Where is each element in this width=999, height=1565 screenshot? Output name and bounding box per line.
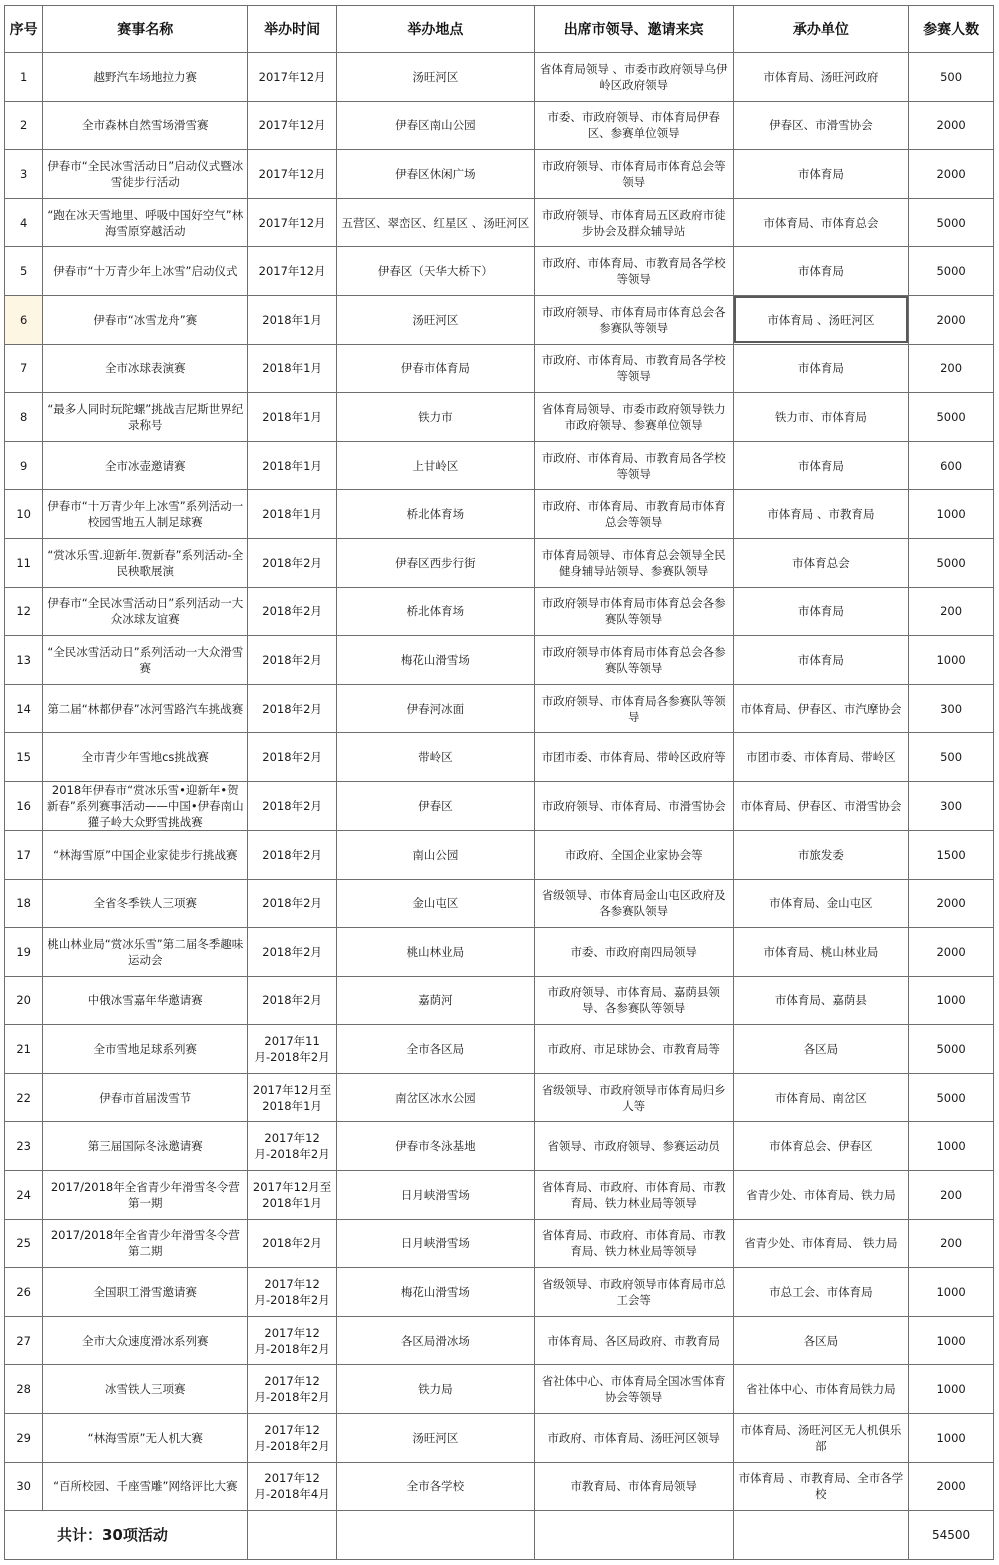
organizer-cell[interactable]: 各区局: [733, 1316, 909, 1365]
event-time-cell[interactable]: 2017年12月-2018年2月: [248, 1268, 337, 1317]
organizer-cell[interactable]: 市体育局、南岔区: [733, 1073, 909, 1122]
venue-cell[interactable]: 南岔区冰水公园: [337, 1073, 535, 1122]
table-row: [5, 1025, 994, 1074]
event-name-cell[interactable]: 2017/2018年全省青少年滑雪冬令营第一期: [43, 1171, 248, 1220]
event-name-cell[interactable]: “最多人同时玩陀螺”挑战吉尼斯世界纪录称号: [43, 393, 248, 442]
participants-cell[interactable]: 300: [909, 781, 994, 830]
participants-cell[interactable]: 5000: [909, 393, 994, 442]
participants-cell[interactable]: 1000: [909, 976, 994, 1025]
participants-cell[interactable]: 200: [909, 1219, 994, 1268]
venue-cell[interactable]: 日月峡滑雪场: [337, 1219, 535, 1268]
event-time-cell[interactable]: 2018年1月: [248, 490, 337, 539]
table-row: [5, 101, 994, 150]
event-time-cell[interactable]: 2018年2月: [248, 879, 337, 928]
event-time-cell[interactable]: 2017年12月-2018年2月: [248, 1122, 337, 1171]
total-empty-cell[interactable]: [337, 1511, 535, 1560]
event-time-cell[interactable]: 2018年1月: [248, 344, 337, 393]
event-name-cell[interactable]: 全市青少年雪地cs挑战赛: [43, 733, 248, 782]
participants-cell[interactable]: 1000: [909, 1414, 994, 1463]
participants-cell[interactable]: 2000: [909, 295, 994, 344]
organizer-cell[interactable]: 市体育局: [733, 587, 909, 636]
participants-cell[interactable]: 1000: [909, 1316, 994, 1365]
row-index[interactable]: 17: [5, 830, 43, 879]
participants-cell[interactable]: 500: [909, 53, 994, 102]
guests-cell[interactable]: 市政府领导、市体育局各参赛队等领导: [534, 684, 733, 733]
organizer-cell[interactable]: 伊春区、市滑雪协会: [733, 101, 909, 150]
event-time-cell[interactable]: 2017年12月: [248, 198, 337, 247]
event-time-cell[interactable]: 2018年1月: [248, 393, 337, 442]
organizer-cell[interactable]: 市体育局、嘉荫县: [733, 976, 909, 1025]
guests-cell[interactable]: 市政府、市体育局、市教育局市体育总会等领导: [534, 490, 733, 539]
organizer-cell[interactable]: 省社体中心、市体育局铁力局: [733, 1365, 909, 1414]
participants-cell[interactable]: 1000: [909, 636, 994, 685]
event-time-cell[interactable]: 2017年12月-2018年4月: [248, 1462, 337, 1511]
organizer-cell[interactable]: 市体育局、金山屯区: [733, 879, 909, 928]
table-row: [5, 490, 994, 539]
table-row: [5, 538, 994, 587]
guests-cell[interactable]: 市政府领导、市体育局、市滑雪协会: [534, 781, 733, 830]
participants-cell[interactable]: 2000: [909, 928, 994, 977]
participants-cell[interactable]: 300: [909, 684, 994, 733]
table-row: [5, 53, 994, 102]
guests-cell[interactable]: 省体育局、市政府、市体育局、市教育局、铁力林业局等领导: [534, 1219, 733, 1268]
event-name-cell[interactable]: 伊春市“十万青少年上冰雪”启动仪式: [43, 247, 248, 296]
header-event-name[interactable]: 赛事名称: [43, 6, 248, 53]
event-time-cell[interactable]: 2018年2月: [248, 636, 337, 685]
table-row: [5, 150, 994, 199]
participants-cell[interactable]: 200: [909, 344, 994, 393]
organizer-cell[interactable]: 省青少处、市体育局、 铁力局: [733, 1219, 909, 1268]
row-index[interactable]: 15: [5, 733, 43, 782]
organizer-cell[interactable]: 市体育总会、伊春区: [733, 1122, 909, 1171]
event-name-cell[interactable]: “全民冰雪活动日”系列活动一大众滑雪赛: [43, 636, 248, 685]
event-time-cell[interactable]: 2017年12月: [248, 53, 337, 102]
table-row: [5, 684, 994, 733]
event-time-cell[interactable]: 2017年12月-2018年2月: [248, 1365, 337, 1414]
guests-cell[interactable]: 市政府、市体育局、市教育局各学校等领导: [534, 441, 733, 490]
header-participants[interactable]: 参赛人数: [909, 6, 994, 53]
event-name-cell[interactable]: 全市冰球表演赛: [43, 344, 248, 393]
row-index[interactable]: 9: [5, 441, 43, 490]
event-time-cell[interactable]: 2018年2月: [248, 830, 337, 879]
organizer-cell[interactable]: 市体育局: [733, 344, 909, 393]
guests-cell[interactable]: 市政府领导、市体育局五区政府市徒步协会及群众辅导站: [534, 198, 733, 247]
row-index[interactable]: 7: [5, 344, 43, 393]
organizer-cell[interactable]: 市体育局 、市教育局、全市各学校: [733, 1462, 909, 1511]
organizer-cell[interactable]: 市总工会、市体育局: [733, 1268, 909, 1317]
organizer-cell[interactable]: 铁力市、市体育局: [733, 393, 909, 442]
row-index[interactable]: 19: [5, 928, 43, 977]
event-name-cell[interactable]: 全国职工滑雪邀请赛: [43, 1268, 248, 1317]
row-index[interactable]: 23: [5, 1122, 43, 1171]
organizer-cell[interactable]: 各区局: [733, 1025, 909, 1074]
event-name-cell[interactable]: 全市森林自然雪场滑雪赛: [43, 101, 248, 150]
venue-cell[interactable]: 上甘岭区: [337, 441, 535, 490]
guests-cell[interactable]: 省体育局、市政府、市体育局、市教育局、铁力林业局等领导: [534, 1171, 733, 1220]
event-time-cell[interactable]: 2017年12月至2018年1月: [248, 1171, 337, 1220]
venue-cell[interactable]: 汤旺河区: [337, 1414, 535, 1463]
participants-cell[interactable]: 2000: [909, 101, 994, 150]
organizer-cell[interactable]: 市体育总会: [733, 538, 909, 587]
guests-cell[interactable]: 市体育局、各区局政府、市教育局: [534, 1316, 733, 1365]
event-time-cell[interactable]: 2018年2月: [248, 684, 337, 733]
row-index[interactable]: 18: [5, 879, 43, 928]
guests-cell[interactable]: 市委、市政府南四局领导: [534, 928, 733, 977]
header-index[interactable]: 序号: [5, 6, 43, 53]
participants-cell[interactable]: 1500: [909, 830, 994, 879]
organizer-cell[interactable]: 市体育局: [733, 441, 909, 490]
event-name-cell[interactable]: 中俄冰雪嘉年华邀请赛: [43, 976, 248, 1025]
venue-cell[interactable]: 伊春区休闲广场: [337, 150, 535, 199]
table-row: [5, 587, 994, 636]
participants-cell[interactable]: 2000: [909, 1462, 994, 1511]
table-row: [5, 441, 994, 490]
row-index[interactable]: 30: [5, 1462, 43, 1511]
total-empty-cell[interactable]: [733, 1511, 909, 1560]
venue-cell[interactable]: 铁力市: [337, 393, 535, 442]
guests-cell[interactable]: 市政府领导、市体育局市体育总会各参赛队等领导: [534, 295, 733, 344]
organizer-cell[interactable]: 市体育局、汤旺河政府: [733, 53, 909, 102]
guests-cell[interactable]: 省体育局领导、市委市政府领导铁力市政府领导、参赛单位领导: [534, 393, 733, 442]
row-index[interactable]: 8: [5, 393, 43, 442]
venue-cell[interactable]: 嘉荫河: [337, 976, 535, 1025]
table-row: [5, 1462, 994, 1511]
guests-cell[interactable]: 市政府领导、市体育局市体育总会等领导: [534, 150, 733, 199]
organizer-cell[interactable]: 市体育局: [733, 150, 909, 199]
table-row: [5, 295, 994, 344]
participants-cell[interactable]: 2000: [909, 150, 994, 199]
event-time-cell[interactable]: 2017年11月-2018年2月: [248, 1025, 337, 1074]
event-time-cell[interactable]: 2018年2月: [248, 587, 337, 636]
guests-cell[interactable]: 市政府、全国企业家协会等: [534, 830, 733, 879]
participants-cell[interactable]: 1000: [909, 1365, 994, 1414]
guests-cell[interactable]: 省级领导、市政府领导市体育局市总工会等: [534, 1268, 733, 1317]
venue-cell[interactable]: 伊春区南山公园: [337, 101, 535, 150]
event-name-cell[interactable]: 2018年伊春市“赏冰乐雪•迎新年•贺新春”系列赛事活动——中国•伊春南山獾子岭大众野雪挑战赛: [43, 781, 248, 830]
organizer-cell[interactable]: 市体育局、市体育总会: [733, 198, 909, 247]
participants-cell[interactable]: 5000: [909, 1073, 994, 1122]
organizer-cell[interactable]: 市体育局: [733, 247, 909, 296]
guests-cell[interactable]: 市政府、市体育局、市教育局各学校等领导: [534, 344, 733, 393]
row-index[interactable]: 25: [5, 1219, 43, 1268]
row-index[interactable]: 14: [5, 684, 43, 733]
row-index[interactable]: 5: [5, 247, 43, 296]
guests-cell[interactable]: 市团市委、市体育局、带岭区政府等: [534, 733, 733, 782]
table-row: [5, 1414, 994, 1463]
participants-cell[interactable]: 500: [909, 733, 994, 782]
venue-cell[interactable]: 伊春市体育局: [337, 344, 535, 393]
event-time-cell[interactable]: 2018年2月: [248, 781, 337, 830]
row-index[interactable]: 20: [5, 976, 43, 1025]
guests-cell[interactable]: 市委、市政府领导、市体育局伊春区、参赛单位领导: [534, 101, 733, 150]
total-label[interactable]: 共计：30项活动: [5, 1511, 248, 1560]
table-row: [5, 1171, 994, 1220]
guests-cell[interactable]: 市政府领导、市体育局、嘉荫县领导、各参赛队等领导: [534, 976, 733, 1025]
organizer-cell[interactable]: 市体育局 、市教育局: [733, 490, 909, 539]
organizer-cell[interactable]: 市体育局、汤旺河区无人机俱乐部: [733, 1414, 909, 1463]
table-row: [5, 636, 994, 685]
venue-cell[interactable]: 汤旺河区: [337, 295, 535, 344]
row-index[interactable]: 26: [5, 1268, 43, 1317]
guests-cell[interactable]: 市政府领导市体育局市体育总会各参赛队等领导: [534, 636, 733, 685]
guests-cell[interactable]: 市政府、市体育局、汤旺河区领导: [534, 1414, 733, 1463]
event-time-cell[interactable]: 2018年1月: [248, 295, 337, 344]
table-row: [5, 247, 994, 296]
event-name-cell[interactable]: 第二届“林都伊春”冰河雪路汽车挑战赛: [43, 684, 248, 733]
table-row: [5, 781, 994, 830]
event-name-cell[interactable]: 全省冬季铁人三项赛: [43, 879, 248, 928]
total-row: [5, 1511, 994, 1560]
row-index[interactable]: 29: [5, 1414, 43, 1463]
venue-cell[interactable]: 桥北体育场: [337, 587, 535, 636]
table-row: [5, 830, 994, 879]
total-participants[interactable]: 54500: [909, 1511, 994, 1560]
event-name-cell[interactable]: 全市雪地足球系列赛: [43, 1025, 248, 1074]
organizer-cell[interactable]: 市团市委、市体育局、带岭区: [733, 733, 909, 782]
table-row: [5, 879, 994, 928]
organizer-cell[interactable]: 市体育局: [733, 636, 909, 685]
participants-cell[interactable]: 2000: [909, 879, 994, 928]
venue-cell[interactable]: 南山公园: [337, 830, 535, 879]
table-row: [5, 198, 994, 247]
table-row: [5, 733, 994, 782]
venue-cell[interactable]: 全市各学校: [337, 1462, 535, 1511]
row-index[interactable]: 12: [5, 587, 43, 636]
guests-cell[interactable]: 省级领导、市体育局金山屯区政府及各参赛队领导: [534, 879, 733, 928]
event-time-cell[interactable]: 2018年2月: [248, 976, 337, 1025]
venue-cell[interactable]: 铁力局: [337, 1365, 535, 1414]
row-index[interactable]: 28: [5, 1365, 43, 1414]
event-time-cell[interactable]: 2017年12月-2018年2月: [248, 1316, 337, 1365]
event-time-cell[interactable]: 2018年1月: [248, 441, 337, 490]
guests-cell[interactable]: 市政府、市足球协会、市教育局等: [534, 1025, 733, 1074]
venue-cell[interactable]: 日月峡滑雪场: [337, 1171, 535, 1220]
guests-cell[interactable]: 省领导、市政府领导、参赛运动员: [534, 1122, 733, 1171]
header-venue[interactable]: 举办地点: [337, 6, 535, 53]
row-index[interactable]: 1: [5, 53, 43, 102]
participants-cell[interactable]: 1000: [909, 1122, 994, 1171]
organizer-cell[interactable]: 市体育局、桃山林业局: [733, 928, 909, 977]
venue-cell[interactable]: 各区局滑冰场: [337, 1316, 535, 1365]
row-index[interactable]: 22: [5, 1073, 43, 1122]
table-row: [5, 344, 994, 393]
venue-cell[interactable]: 伊春区（天华大桥下）: [337, 247, 535, 296]
organizer-cell[interactable]: 省青少处、市体育局、铁力局: [733, 1171, 909, 1220]
event-time-cell[interactable]: 2017年12月: [248, 247, 337, 296]
event-time-cell[interactable]: 2018年2月: [248, 1219, 337, 1268]
event-name-cell[interactable]: 越野汽车场地拉力赛: [43, 53, 248, 102]
venue-cell[interactable]: 伊春市冬泳基地: [337, 1122, 535, 1171]
table-row: [5, 1268, 994, 1317]
event-name-cell[interactable]: “跑在冰天雪地里、呼吸中国好空气”林海雪原穿越活动: [43, 198, 248, 247]
organizer-cell[interactable]: 市体育局、伊春区、市汽摩协会: [733, 684, 909, 733]
organizer-cell[interactable]: 市旅发委: [733, 830, 909, 879]
event-name-cell[interactable]: 冰雪铁人三项赛: [43, 1365, 248, 1414]
table-row: [5, 928, 994, 977]
row-index[interactable]: 4: [5, 198, 43, 247]
row-index[interactable]: 10: [5, 490, 43, 539]
event-time-cell[interactable]: 2017年12月至2018年1月: [248, 1073, 337, 1122]
row-index[interactable]: 21: [5, 1025, 43, 1074]
guests-cell[interactable]: 市教育局、市体育局领导: [534, 1462, 733, 1511]
guests-cell[interactable]: 市体育局领导、市体育总会领导全民健身辅导站领导、参赛队领导: [534, 538, 733, 587]
event-name-cell[interactable]: 全市冰壶邀请赛: [43, 441, 248, 490]
header-organizer[interactable]: 承办单位: [733, 6, 909, 53]
event-name-cell[interactable]: 伊春市“十万青少年上冰雪”系列活动一校园雪地五人制足球赛: [43, 490, 248, 539]
venue-cell[interactable]: 伊春河冰面: [337, 684, 535, 733]
venue-cell[interactable]: 金山屯区: [337, 879, 535, 928]
row-index[interactable]: 3: [5, 150, 43, 199]
event-name-cell[interactable]: “林海雪原”中国企业家徒步行挑战赛: [43, 830, 248, 879]
event-time-cell[interactable]: 2017年12月: [248, 150, 337, 199]
table-row: [5, 393, 994, 442]
participants-cell[interactable]: 1000: [909, 1268, 994, 1317]
participants-cell[interactable]: 5000: [909, 538, 994, 587]
event-name-cell[interactable]: 伊春市“冰雪龙舟”赛: [43, 295, 248, 344]
events-table: [4, 5, 994, 1560]
total-empty-cell[interactable]: [248, 1511, 337, 1560]
event-name-cell[interactable]: 伊春市“全民冰雪活动日”系列活动一大众冰球友谊赛: [43, 587, 248, 636]
row-index[interactable]: 13: [5, 636, 43, 685]
row-index[interactable]: 11: [5, 538, 43, 587]
event-name-cell[interactable]: “林海雪原”无人机大赛: [43, 1414, 248, 1463]
event-name-cell[interactable]: “百所校园、千座雪雕”网络评比大赛: [43, 1462, 248, 1511]
table-row: [5, 976, 994, 1025]
row-index[interactable]: 16: [5, 781, 43, 830]
venue-cell[interactable]: 伊春区: [337, 781, 535, 830]
event-name-cell[interactable]: 全市大众速度滑冰系列赛: [43, 1316, 248, 1365]
venue-cell[interactable]: 桥北体育场: [337, 490, 535, 539]
event-time-cell[interactable]: 2018年2月: [248, 538, 337, 587]
venue-cell[interactable]: 伊春区西步行街: [337, 538, 535, 587]
header-row: [5, 6, 994, 53]
guests-cell[interactable]: 市政府、市体育局、市教育局各学校等领导: [534, 247, 733, 296]
venue-cell[interactable]: 带岭区: [337, 733, 535, 782]
row-index[interactable]: 6: [5, 295, 43, 344]
table-row: [5, 1219, 994, 1268]
event-name-cell[interactable]: 桃山林业局“赏冰乐雪”第二届冬季趣味运动会: [43, 928, 248, 977]
header-time[interactable]: 举办时间: [248, 6, 337, 53]
venue-cell[interactable]: 梅花山滑雪场: [337, 636, 535, 685]
guests-cell[interactable]: 市政府领导市体育局市体育总会各参赛队等领导: [534, 587, 733, 636]
participants-cell[interactable]: 1000: [909, 490, 994, 539]
participants-cell[interactable]: 600: [909, 441, 994, 490]
participants-cell[interactable]: 5000: [909, 198, 994, 247]
table-row: [5, 1073, 994, 1122]
event-name-cell[interactable]: 伊春市首届泼雪节: [43, 1073, 248, 1122]
guests-cell[interactable]: 省体育局领导 、市委市政府领导乌伊岭区政府领导: [534, 53, 733, 102]
event-time-cell[interactable]: 2017年12月: [248, 101, 337, 150]
venue-cell[interactable]: 全市各区局: [337, 1025, 535, 1074]
event-time-cell[interactable]: 2018年2月: [248, 928, 337, 977]
venue-cell[interactable]: 桃山林业局: [337, 928, 535, 977]
row-index[interactable]: 27: [5, 1316, 43, 1365]
venue-cell[interactable]: 汤旺河区: [337, 53, 535, 102]
guests-cell[interactable]: 省级领导、市政府领导市体育局归乡人等: [534, 1073, 733, 1122]
organizer-cell[interactable]: 市体育局、伊春区、市滑雪协会: [733, 781, 909, 830]
event-name-cell[interactable]: 第三届国际冬泳邀请赛: [43, 1122, 248, 1171]
guests-cell[interactable]: 省社体中心、市体育局全国冰雪体育协会等领导: [534, 1365, 733, 1414]
event-name-cell[interactable]: “赏冰乐雪.迎新年.贺新春”系列活动-全民秧歌展演: [43, 538, 248, 587]
participants-cell[interactable]: 5000: [909, 247, 994, 296]
event-time-cell[interactable]: 2017年12月-2018年2月: [248, 1414, 337, 1463]
table-row: [5, 1122, 994, 1171]
table-row: [5, 1316, 994, 1365]
row-index[interactable]: 24: [5, 1171, 43, 1220]
participants-cell[interactable]: 200: [909, 1171, 994, 1220]
event-time-cell[interactable]: 2018年2月: [248, 733, 337, 782]
total-empty-cell[interactable]: [534, 1511, 733, 1560]
header-guests[interactable]: 出席市领导、邀请来宾: [534, 6, 733, 53]
venue-cell[interactable]: 五营区、翠峦区、红星区 、汤旺河区: [337, 198, 535, 247]
venue-cell[interactable]: 梅花山滑雪场: [337, 1268, 535, 1317]
event-name-cell[interactable]: 2017/2018年全省青少年滑雪冬令营第二期: [43, 1219, 248, 1268]
row-index[interactable]: 2: [5, 101, 43, 150]
table-row: [5, 1365, 994, 1414]
participants-cell[interactable]: 200: [909, 587, 994, 636]
event-name-cell[interactable]: 伊春市“全民冰雪活动日”启动仪式暨冰雪徒步行活动: [43, 150, 248, 199]
organizer-cell[interactable]: 市体育局 、汤旺河区: [733, 295, 909, 344]
participants-cell[interactable]: 5000: [909, 1025, 994, 1074]
